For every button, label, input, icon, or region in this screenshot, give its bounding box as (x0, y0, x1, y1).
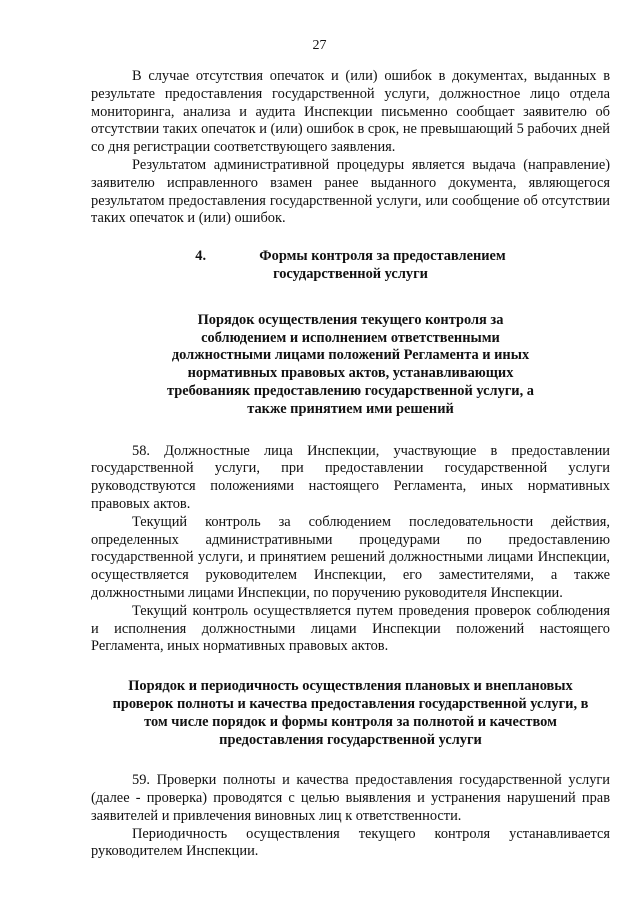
subsection-title-line: Порядок осуществления текущего контроля за (197, 311, 504, 328)
subsection-title-line: проверок полноты и качества предоставления государственной услуги, в (112, 695, 589, 712)
section-heading (91, 248, 610, 284)
subsection-title-line: предоставления государственной услуги (219, 731, 482, 748)
page-number: 27 (312, 38, 327, 53)
section-title-line: государственной услуги (273, 265, 428, 282)
paragraph: В случае отсутствия опечаток и (или) ошибок в документах, выданных в результате предоставления государственной услуги, должностное лицо отдела мониторинга, анализа и аудита Инспекции письменно сообщает заявителю об отсутствии таких опечаток и (или) ошибок в срок, не превышающий 5 рабочих дней со дня регистрации соответствующего заявления. (91, 68, 610, 156)
subsection-body (91, 443, 610, 657)
subsection-title-line: соблюдением и исполнением ответственными (201, 329, 500, 346)
subsection-title-line: том числе порядок и формы контроля за полнотой и качеством (144, 713, 557, 730)
paragraph: Текущий контроль за соблюдением последовательности действия, определенных административными процедурами по предоставлению государственной услуги, и принятием решений должностными лицами Инспекции, осуществляется руководителем Инспекции, его заместителями, а также должностными лицами Инспекции, по поручению руководителя Инспекции. (91, 513, 610, 601)
section-number: 4. (195, 248, 207, 265)
subsection-title-line: также принятием ими решений (247, 400, 454, 417)
subsection-heading (91, 678, 610, 749)
subsection-title-line: требованияк предоставлению государственной услуги, а (167, 382, 534, 399)
subsection-body (91, 772, 610, 861)
subsection-title-line: Порядок и периодичность осуществления плановых и внеплановых (128, 678, 573, 695)
paragraph: Текущий контроль осуществляется путем проведения проверок соблюдения и исполнения должностными лицами Инспекции положений настоящего Регламента, иных нормативных правовых актов. (91, 602, 610, 655)
document-body (91, 68, 610, 861)
paragraph: Результатом административной процедуры является выдача (направление) заявителю исправленного взамен ранее выданного документа, являющегося результатом предоставления государственной услуги, или сообщение об отсутствии таких опечаток и (или) ошибок. (91, 156, 610, 227)
subsection-title-line: должностными лицами положений Регламента и иных (171, 347, 530, 364)
section-title-line: Формы контроля за предоставлением (259, 248, 506, 265)
paragraph: Периодичность осуществления текущего контроля устанавливается руководителем Инспекции. (91, 825, 610, 860)
paragraph: 59. Проверки полноты и качества предоставления государственной услуги (далее - проверка) проводятся с целью выявления и устранения нарушений прав заявителей и привлечения виновных лиц к ответственности. (91, 772, 610, 824)
subsection-title-line: нормативных правовых актов, устанавливающих (187, 365, 514, 382)
paragraph: 58. Должностные лица Инспекции, участвующие в предоставлении государственной услуги, при предоставлении государственной услуги руководствуются положениями настоящего Регламента, иных нормативных правовых актов. (91, 442, 610, 512)
subsection-heading (91, 312, 610, 419)
